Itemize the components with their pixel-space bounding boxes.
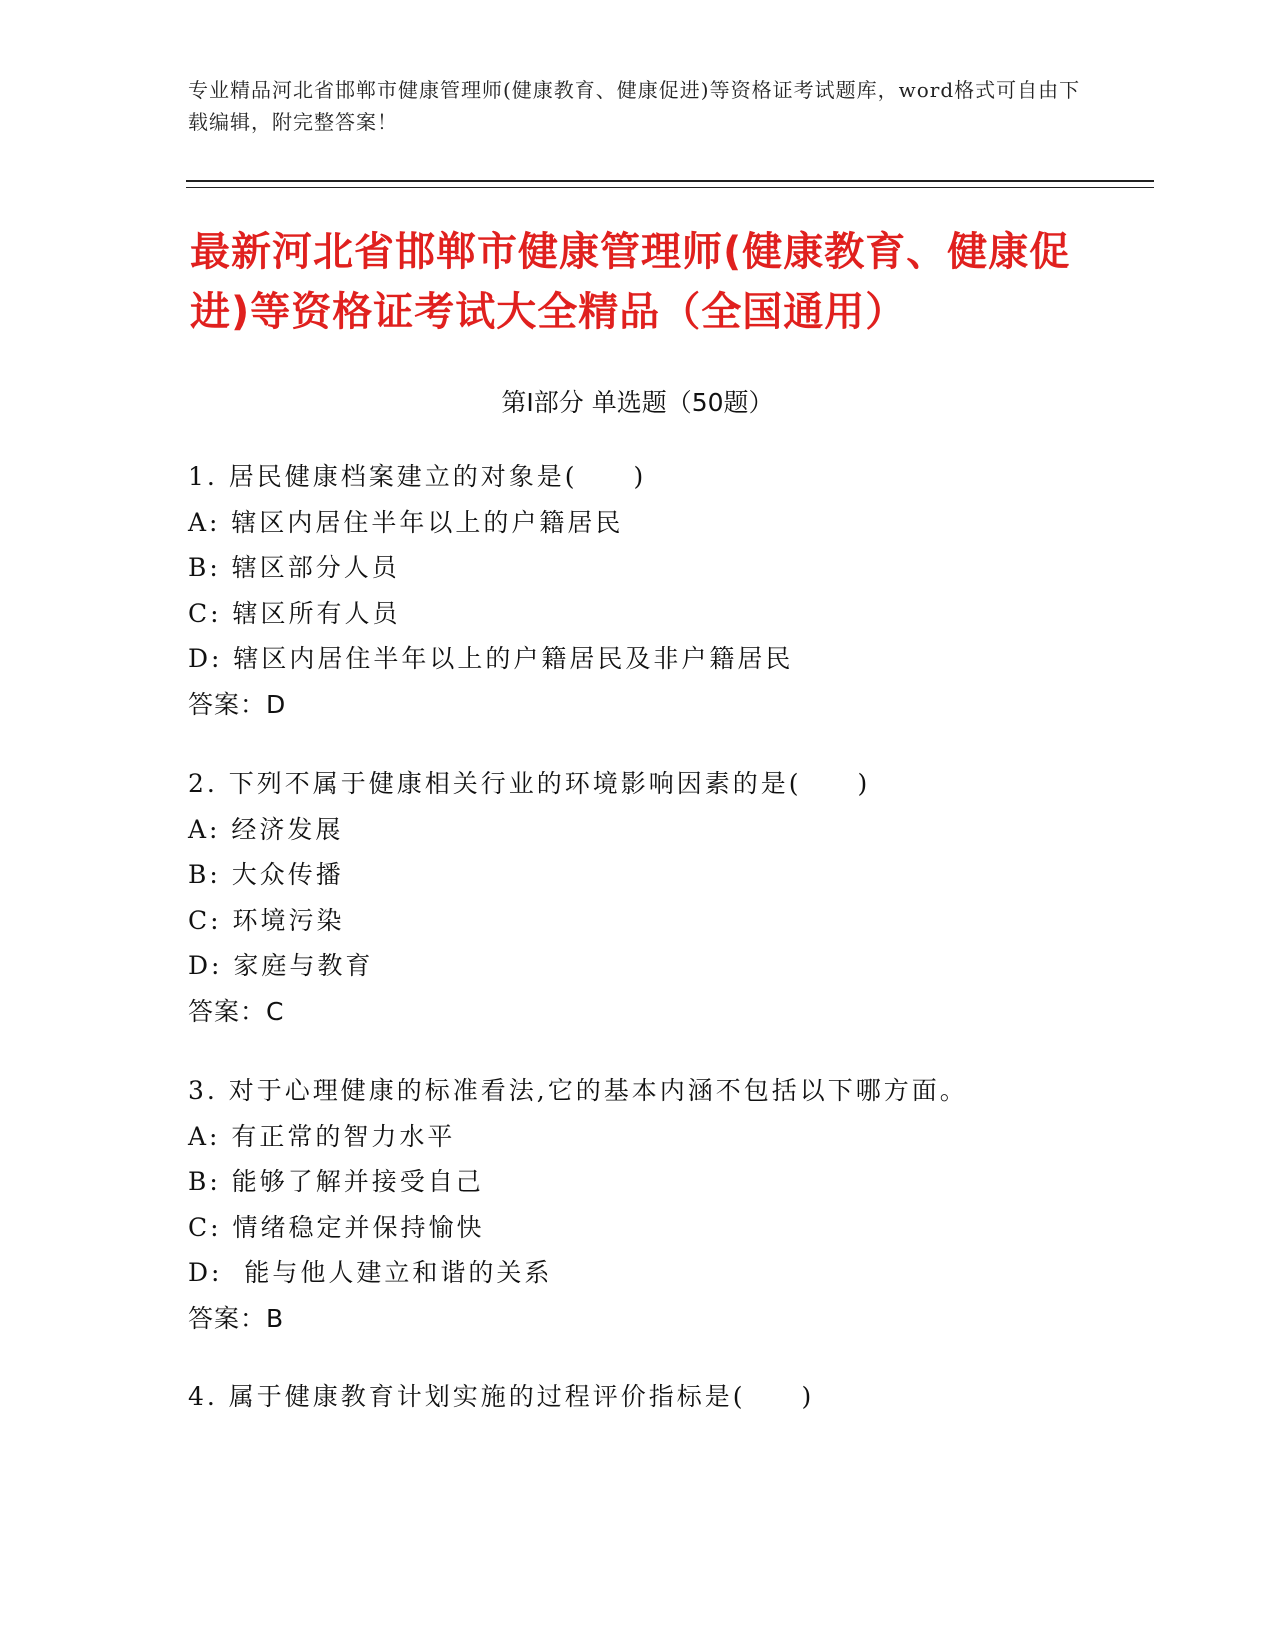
question-stem: 2. 下列不属于健康相关行业的环境影响因素的是( ) — [188, 769, 871, 798]
option-c: C: 辖区所有人员 — [188, 598, 401, 628]
option-c: C: 环境污染 — [188, 905, 345, 935]
question-3 — [188, 1068, 1148, 1341]
question-stem: 1. 居民健康档案建立的对象是( ) — [188, 462, 647, 491]
option-b: B: 能够了解并接受自己 — [188, 1167, 484, 1196]
question-stem: 3. 对于心理健康的标准看法,它的基本内涵不包括以下哪方面。 — [188, 1076, 968, 1105]
option-c: C: 情绪稳定并保持愉快 — [188, 1212, 485, 1242]
question-4 — [188, 1374, 1148, 1420]
header-divider-bottom — [186, 187, 1154, 188]
header-note: 专业精品河北省邯郸市健康管理师(健康教育、健康促进)等资格证考试题库，word格式可自由下载编辑，附完整答案！ — [188, 78, 1081, 134]
answer: 答案：D — [188, 689, 287, 719]
option-d: D: 能与他人建立和谐的关系 — [188, 1258, 553, 1287]
document-title: 最新河北省邯郸市健康管理师(健康教育、健康促进)等资格证考试大全精品（全国通用） — [190, 229, 1071, 335]
option-d: D: 家庭与教育 — [188, 951, 374, 980]
answer: 答案：C — [188, 996, 285, 1026]
option-a: A: 辖区内居住半年以上的户籍居民 — [188, 507, 624, 537]
option-a: A: 有正常的智力水平 — [188, 1121, 456, 1151]
question-stem: 4. 属于健康教育计划实施的过程评价指标是( ) — [188, 1382, 815, 1411]
option-d: D: 辖区内居住半年以上的户籍居民及非户籍居民 — [188, 644, 794, 673]
question-2 — [188, 761, 1148, 1034]
question-1 — [188, 454, 1148, 727]
section-title: 第Ⅰ部分 单选题（50题） — [501, 388, 774, 417]
option-b: B: 辖区部分人员 — [188, 553, 400, 582]
option-a: A: 经济发展 — [188, 814, 344, 844]
answer: 答案：B — [188, 1303, 285, 1333]
option-b: B: 大众传播 — [188, 860, 344, 889]
header-divider-top — [186, 180, 1154, 182]
